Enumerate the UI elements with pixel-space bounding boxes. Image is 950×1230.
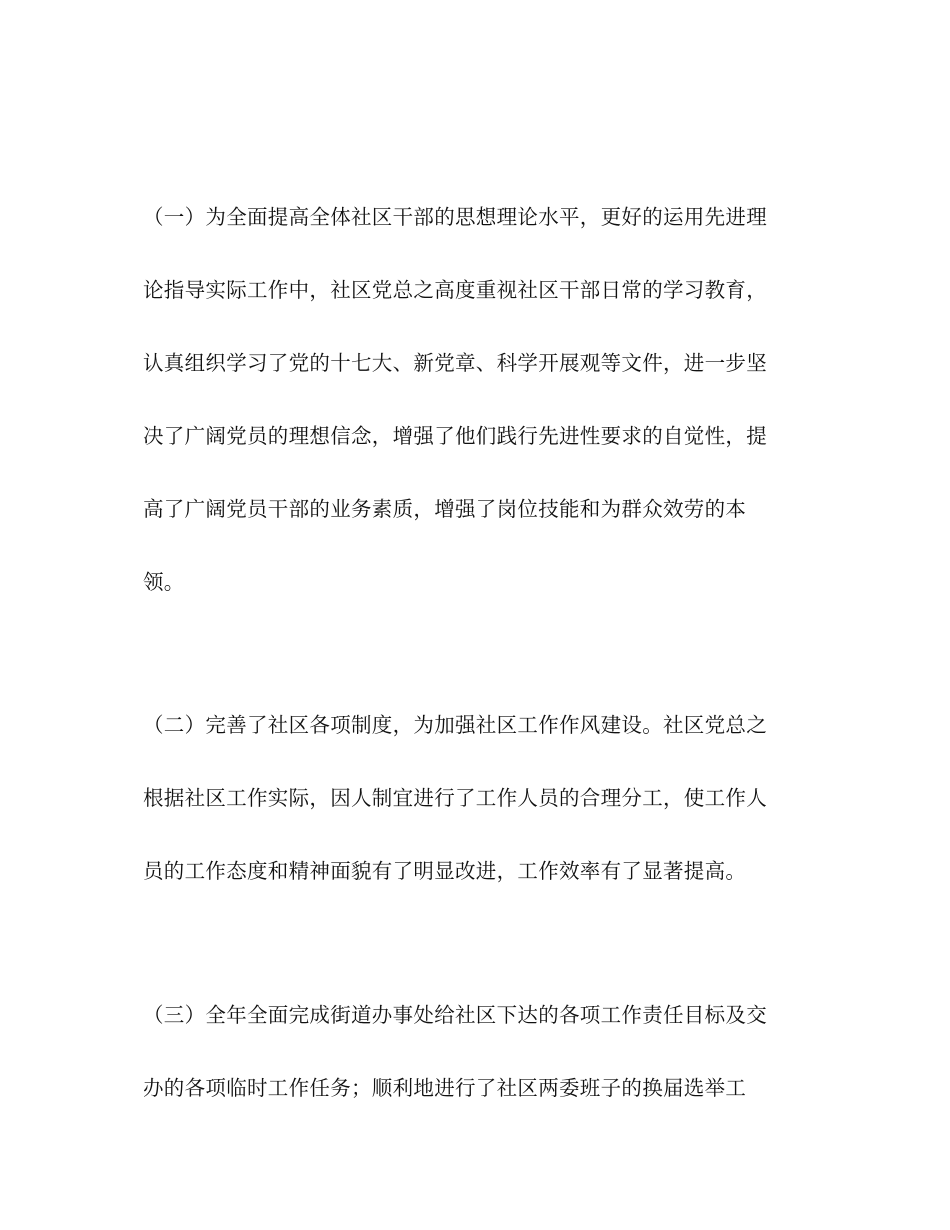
text-line: 领。 (143, 570, 185, 594)
text-line: 员的工作态度和精神面貌有了明显改进，工作效率有了显著提高。 (143, 859, 747, 883)
text-line: 根据社区工作实际，因人制宜进行了工作人员的合理分工，使工作人 (143, 786, 767, 810)
text-line: （一）为全面提高全体社区干部的思想理论水平，更好的运用先进理 (143, 205, 767, 229)
text-line: 决了广阔党员的理想信念，增强了他们践行先进性要求的自觉性，提 (143, 424, 767, 448)
text-line: 认真组织学习了党的十七大、新党章、科学开展观等文件，进一步坚 (143, 351, 767, 375)
text-line: 高了广阔党员干部的业务素质，增强了岗位技能和为群众效劳的本 (143, 497, 747, 521)
text-line: 办的各项临时工作任务；顺利地进行了社区两委班子的换届选举工 (143, 1076, 747, 1100)
text-line: （二）完善了社区各项制度，为加强社区工作作风建设。社区党总之 (143, 713, 767, 737)
text-line: （三）全年全面完成街道办事处给社区下达的各项工作责任目标及交 (143, 1003, 767, 1027)
text-line: 论指导实际工作中，社区党总之高度重视社区干部日常的学习教育， (143, 278, 767, 302)
